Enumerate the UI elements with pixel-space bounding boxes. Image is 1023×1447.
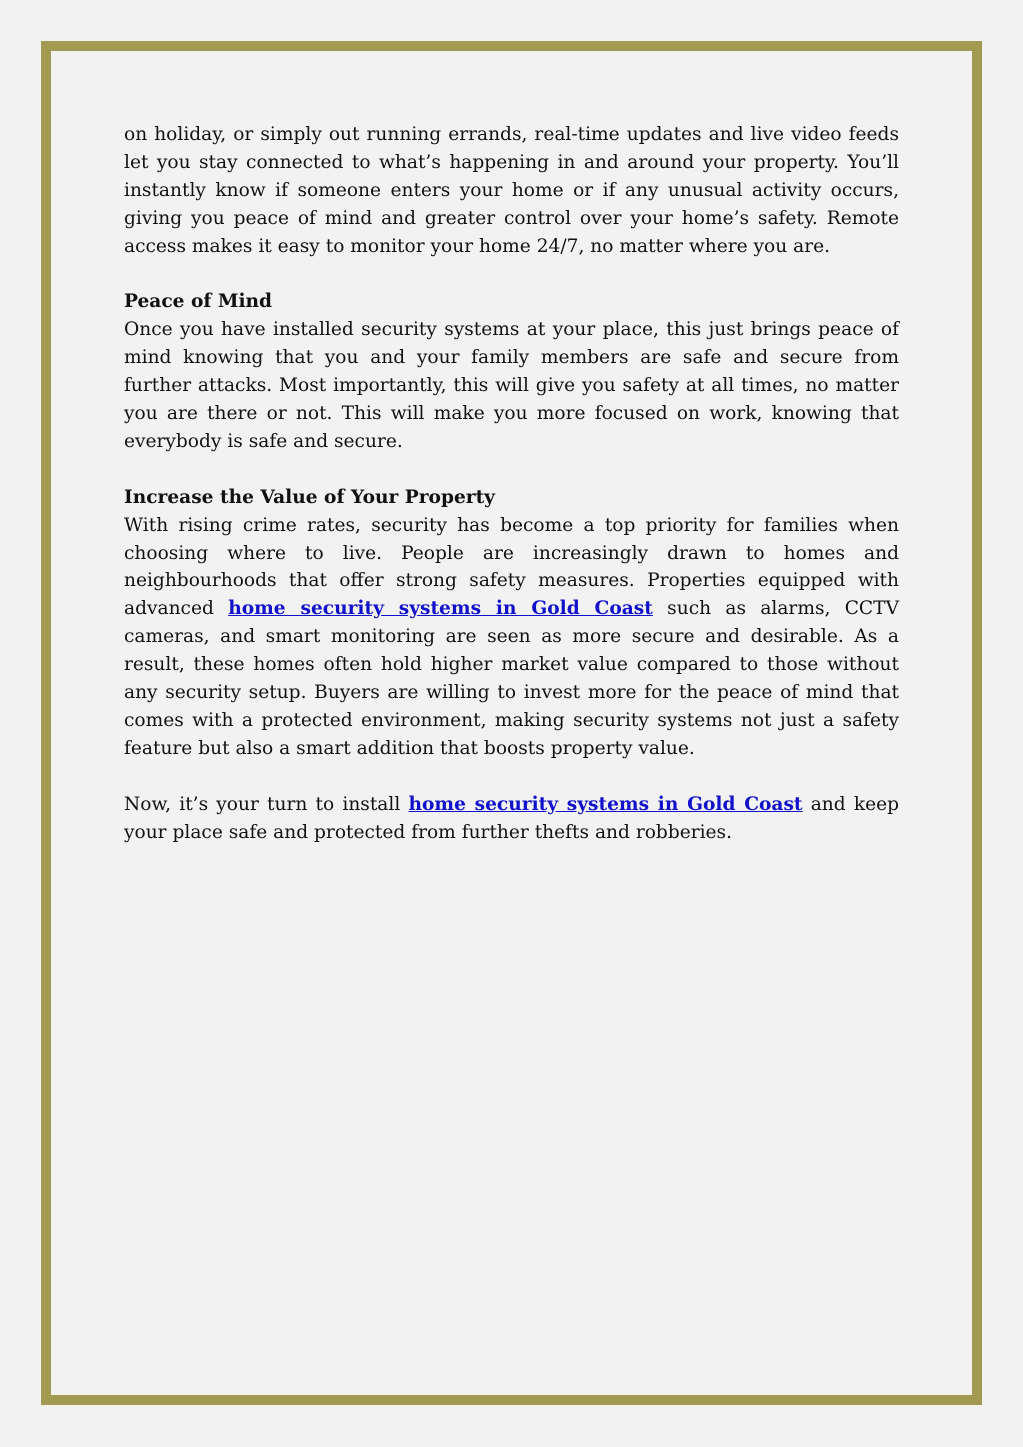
intro-paragraph: on holiday, or simply out running errands, real-time updates and live video feeds let you stay connected to what’s happening in and around your property. You’ll instantly know if someone enters your home or if any unusual activity occurs, giving you peace of mind and greater control over your home’s safety. Remote access makes it easy to monitor your home 24/7, no matter where you are. [124, 124, 899, 257]
paragraph-gap [124, 763, 899, 791]
peace-of-mind-paragraph: Once you have installed security systems at your place, this just brings peace of mind knowing that you and your family members are safe and secure from further attacks. Most importantly, this will give you safety at all times, no matter you are there or not. This will make you more focused on work, knowing that everybody is safe and secure. [124, 319, 899, 452]
heading-peace-of-mind: Peace of Mind [124, 291, 273, 313]
increase-value-paragraph [124, 512, 899, 763]
document-body [124, 121, 899, 847]
paragraph-gap [124, 456, 899, 484]
closing-text-before: Now, it’s your turn to install [124, 793, 409, 815]
paragraph-gap [124, 261, 899, 289]
closing-text-after: and keep your place safe and protected from further thefts and robberies. [124, 793, 900, 843]
home-security-link-1[interactable]: home security systems in Gold Coast [228, 598, 653, 620]
increase-value-text-before: With rising crime rates, security has become a top priority for families when choosing where to live. People are increasingly drawn to homes and neighbourhoods that offer strong safety measures. Properties equipped with advanced [124, 514, 899, 620]
closing-paragraph [124, 791, 899, 847]
increase-value-text-after: such as alarms, CCTV cameras, and smart monitoring are seen as more secure and desirable. As a result, these homes often hold higher market value compared to those without any security setup. Buyers are willing to invest more for the peace of mind that comes with a protected environment, making security systems not just a safety feature but also a smart addition that boosts property value. [124, 598, 899, 759]
home-security-link-2[interactable]: home security systems in Gold Coast [408, 793, 803, 815]
heading-increase-value: Increase the Value of Your Property [124, 486, 495, 508]
